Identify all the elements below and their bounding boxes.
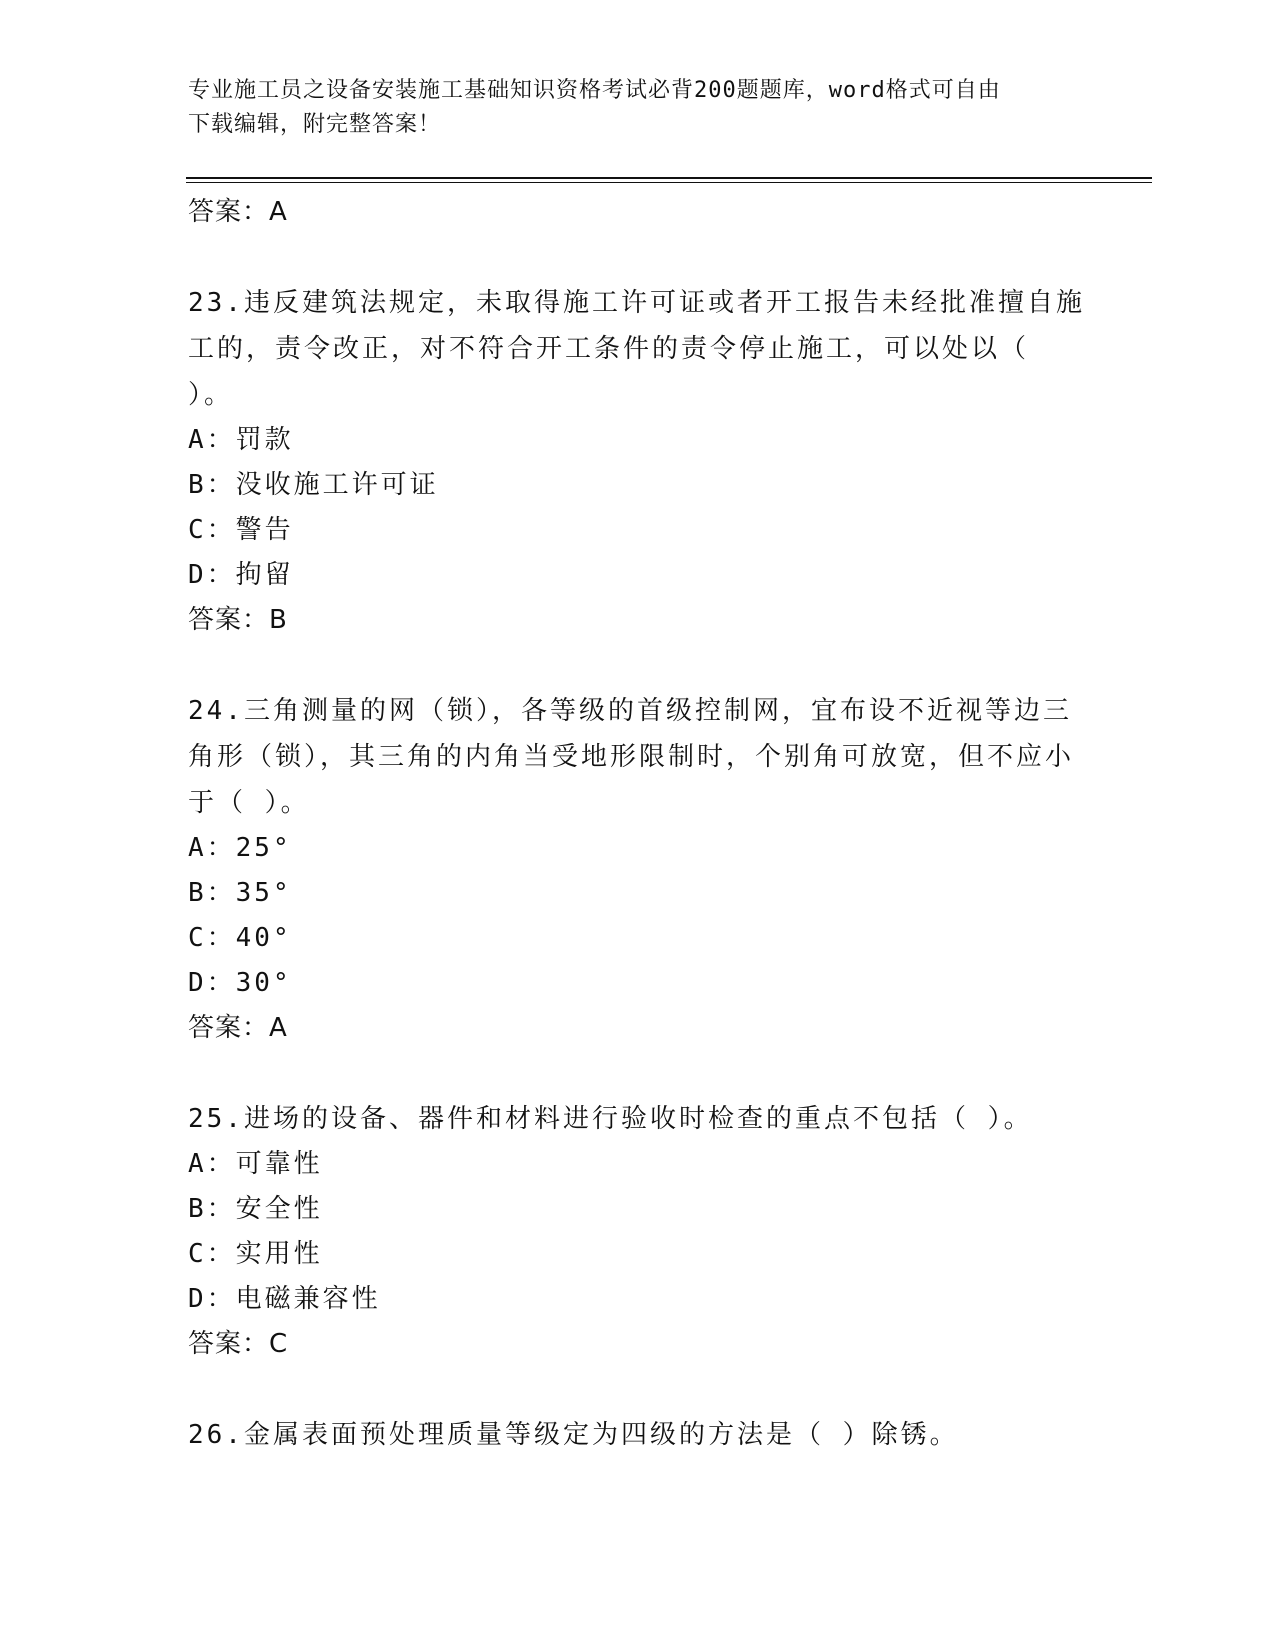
- question-24: [188, 688, 1088, 1050]
- header-line-1: 专业施工员之设备安装施工基础知识资格考试必背200题题库，word格式可自由: [188, 78, 1001, 103]
- answer-line: 答案：B: [188, 605, 288, 635]
- option-c: C：警告: [188, 515, 294, 545]
- option-d: D：30°: [188, 968, 292, 998]
- option-c: C：实用性: [188, 1239, 323, 1269]
- question-list: [188, 190, 1088, 1458]
- question-stem: 25.进场的设备、器件和材料进行验收时检查的重点不包括（ ）。: [188, 1104, 1033, 1134]
- option-b: B：安全性: [188, 1194, 323, 1224]
- question-23: [188, 280, 1088, 642]
- option-b: B：没收施工许可证: [188, 470, 439, 500]
- option-b: B：35°: [188, 878, 292, 908]
- header-rule-thick: [186, 177, 1152, 179]
- question-stem: 24.三角测量的网（锁），各等级的首级控制网，宜布设不近视等边三角形（锁），其三角的内角当受地形限制时，个别角可放宽，但不应小于（ ）。: [188, 696, 1075, 818]
- header-rule-thin: [186, 182, 1152, 183]
- header-line-2: 下载编辑，附完整答案！: [188, 112, 442, 137]
- question-stem: 23.违反建筑法规定，未取得施工许可证或者开工报告未经批准擅自施工的，责令改正，对不符合开工条件的责令停止施工，可以处以（ ）。: [188, 288, 1085, 410]
- option-a: A：罚款: [188, 425, 294, 455]
- option-d: D：电磁兼容性: [188, 1284, 381, 1314]
- document-header: [188, 74, 1088, 142]
- answer-line: 答案：A: [188, 1013, 288, 1043]
- question-stem: 26.金属表面预处理质量等级定为四级的方法是（ ）除锈。: [188, 1420, 959, 1450]
- option-d: D：拘留: [188, 560, 294, 590]
- answer-line: 答案：A: [188, 197, 288, 227]
- option-a: A：可靠性: [188, 1149, 323, 1179]
- option-c: C：40°: [188, 923, 292, 953]
- question-25: [188, 1096, 1088, 1366]
- answer-line: 答案：C: [188, 1329, 289, 1359]
- option-a: A：25°: [188, 833, 292, 863]
- question-26: [188, 1412, 1088, 1458]
